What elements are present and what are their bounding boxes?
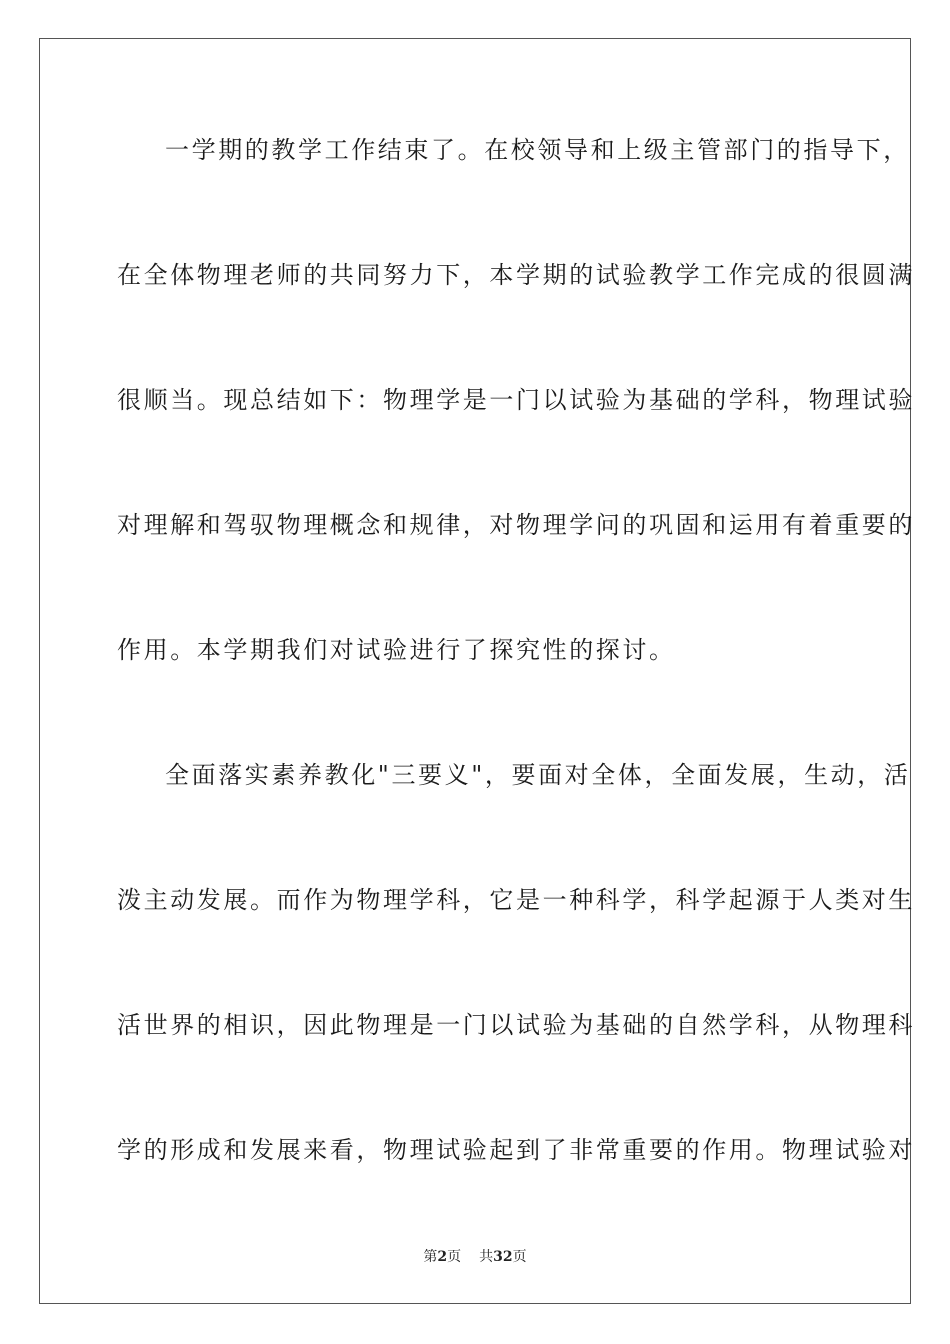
page-footer bbox=[0, 1248, 950, 1266]
total-prefix: 共 bbox=[479, 1249, 494, 1265]
paragraph-1-line-1: 一学期的教学工作结束了。在校领导和上级主管部门的指导下， bbox=[165, 136, 910, 164]
paragraph-2-line-2: 泼主动发展。而作为物理学科，它是一种科学，科学起源于人类对生 bbox=[117, 886, 915, 914]
page-border bbox=[39, 38, 915, 1304]
paragraph-2-line-4: 学的形成和发展来看，物理试验起到了非常重要的作用。物理试验对 bbox=[117, 1136, 915, 1164]
paragraph-2-line-3: 活世界的相识，因此物理是一门以试验为基础的自然学科，从物理科 bbox=[117, 1011, 915, 1039]
total-suffix: 页 bbox=[512, 1249, 527, 1265]
page-number: 2 bbox=[437, 1249, 448, 1265]
page-suffix: 页 bbox=[447, 1249, 462, 1265]
paragraph-1-line-4: 对理解和驾驭物理概念和规律，对物理学问的巩固和运用有着重要的 bbox=[117, 511, 915, 539]
paragraph-1-line-2: 在全体物理老师的共同努力下，本学期的试验教学工作完成的很圆满 bbox=[117, 261, 915, 289]
paragraph-1-line-5: 作用。本学期我们对试验进行了探究性的探讨。 bbox=[117, 636, 676, 664]
page-prefix: 第 bbox=[423, 1249, 438, 1265]
total-pages: 32 bbox=[493, 1249, 513, 1265]
paragraph-1-line-3: 很顺当。现总结如下：物理学是一门以试验为基础的学科，物理试验 bbox=[117, 386, 915, 414]
paragraph-2-line-1: 全面落实素养教化"三要义"，要面对全体，全面发展，生动，活 bbox=[165, 761, 911, 789]
